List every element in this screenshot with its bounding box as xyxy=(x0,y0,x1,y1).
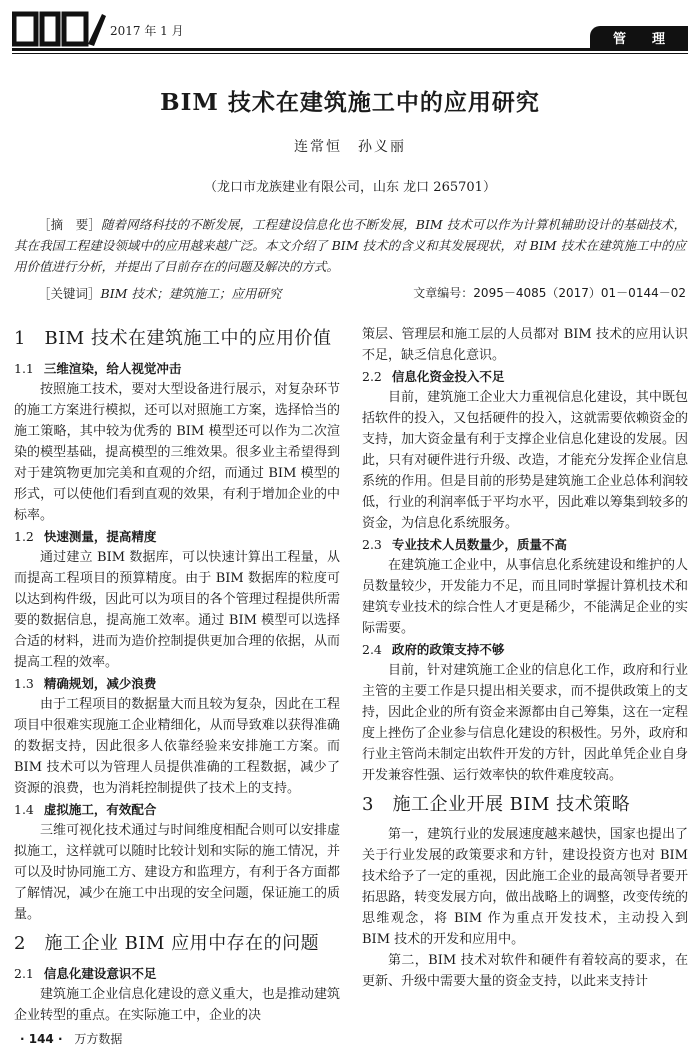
abstract-text: 随着网络科技的不断发展，工程建设信息化也不断发展，BIM 技术可以作为计算机辅助设计的基础技术，其在我国工程建设领域中的应用越来越广泛。本文介绍了 BIM 技术的含义和其发展现状，对 BIM 技术在建筑施工中的应用价值进行分析，并提出了目前存在的问题及解决的方式。 xyxy=(14,217,686,274)
page-footer xyxy=(20,1030,122,1047)
subsection-title: 虚拟施工，有效配合 xyxy=(43,802,157,817)
abstract-label: ［摘 要］ xyxy=(38,217,101,232)
section-char-2: 理 xyxy=(651,31,665,47)
publisher-mark: 万方数据 xyxy=(74,1032,123,1046)
subsection-2-2 xyxy=(362,366,688,387)
subsection-1-2 xyxy=(14,526,340,547)
left-column xyxy=(14,320,340,1026)
paragraph: 在建筑施工企业中，从事信息化系统建设和维护的人员数量较少，开发能力不足，而且同时掌握计算机技术和建筑专业技术的综合性人才更是稀少，不能满足企业的实际需要。 xyxy=(362,558,688,636)
abstract xyxy=(14,214,686,277)
keywords xyxy=(38,284,281,302)
paragraph: 目前，建筑施工企业大力重视信息化建设，其中既包括软件的投入，又包括硬件的投入，这就需要依赖资金的支持，加大资金量有利于支撑企业信息化建设的发展。因此，只有对硬件进行升级、改造，才能充分发挥企业信息系统的作用。但是目前的形势是建筑施工企业总体利润较低，行业的利润率低于平均水平，因此难以筹集到较多的资金，为信息化系统服务。 xyxy=(362,390,688,531)
section-3-title: 3 施工企业开展 BIM 技术策略 xyxy=(362,794,631,815)
subsection-number: 1.3 xyxy=(14,676,34,691)
section-char-1: 管 xyxy=(612,31,626,47)
issue-date: 2017 年 1 月 xyxy=(110,24,184,38)
paragraph: 按照施工技术，要对大型设备进行展示，对复杂环节的施工方案进行模拟，还可以对照施工方案，选择恰当的施工策略，其中较为优秀的 BIM 模型还可以作为二次渲染的模型基础，提高模型的三维效果。很多业主希望得到对于建筑物更加完美和直观的介绍，而通过 BIM 模型的形式，可以使他们看到直观的效果，有利于增加企业的中标率。 xyxy=(14,382,340,523)
page-header xyxy=(0,0,700,58)
header-rule xyxy=(12,48,688,51)
subsection-number: 2.1 xyxy=(14,966,34,981)
paragraph: 第二，BIM 技术对软件和硬件有着较高的要求，在更新、升级中需要大量的资金支持，以此来支持计 xyxy=(362,953,688,989)
keywords-text: BIM 技术；建筑施工；应用研究 xyxy=(100,286,282,301)
keywords-label: ［关键词］ xyxy=(38,286,101,301)
article-authors: 连常恒 孙义丽 xyxy=(294,139,406,155)
subsection-title: 政府的政策支持不够 xyxy=(391,642,505,657)
paragraph: 三维可视化技术通过与时间维度相配合则可以安排虚拟施工，这样就可以随时比较计划和实际的施工情况，并可以及时协同施工方、建设方和监理方，有利于各方面都了解情况，减少在施工中出现的安全问题，保证施工的质量。 xyxy=(14,823,340,922)
right-column xyxy=(362,324,688,992)
subsection-2-3 xyxy=(362,534,688,555)
subsection-title: 专业技术人员数量少，质量不高 xyxy=(391,537,567,552)
paragraph-continued: 策层、管理层和施工层的人员都对 BIM 技术的应用认识不足，缺乏信息化意识。 xyxy=(362,327,688,363)
subsection-2-4 xyxy=(362,639,688,660)
subsection-number: 2.4 xyxy=(362,642,382,657)
article-affiliation: （龙口市龙族建业有限公司，山东 龙口 265701） xyxy=(204,180,496,195)
page-number: · 144 · xyxy=(20,1032,63,1046)
article-number: 文章编号：2095－4085（2017）01－0144－02 xyxy=(413,286,686,300)
subsection-title: 精确规划，减少浪费 xyxy=(43,676,157,691)
subsection-number: 2.2 xyxy=(362,369,382,384)
subsection-title: 三维渲染，给人视觉冲击 xyxy=(43,361,182,376)
subsection-number: 1.2 xyxy=(14,529,34,544)
journal-logo xyxy=(12,8,107,52)
subsection-2-1 xyxy=(14,963,340,984)
subsection-1-1 xyxy=(14,358,340,379)
subsection-1-4 xyxy=(14,799,340,820)
subsection-title: 信息化资金投入不足 xyxy=(391,369,505,384)
subsection-number: 1.4 xyxy=(14,802,34,817)
paragraph: 第一，建筑行业的发展速度越来越快，国家也提出了关于行业发展的政策要求和方针，建设投资方也对 BIM 技术给予了一定的重视，因此施工企业的最高领导者要开拓思路，转变发展方向，做出战略上的调整，改变传统的思维观念，将 BIM 作为重点开发技术，主动投入到 BIM 技术的开发和应用中。 xyxy=(362,827,688,947)
paragraph: 由于工程项目的数据量大而且较为复杂，因此在工程项目中很难实现施工企业精细化，从而导致难以获得准确的数据支持，因此很多人依靠经验来安排施工方案。而 BIM 技术可以为管理人员提供准确的工程数据，减少了资源的浪费，也为消耗控制提供了技术上的支持。 xyxy=(14,697,340,796)
paragraph: 通过建立 BIM 数据库，可以快速计算出工程量，从而提高工程项目的预算精度。由于 BIM 数据库的粒度可以达到构件级，因此可以为项目的各个管理过程提供所需要的数据信息，提高施工效率。通过 BIM 模型可以选择合适的材料，进而为造价控制提供更加合理的依据，从而提高工程的效率。 xyxy=(14,550,340,670)
article-title: BIM 技术在建筑施工中的应用研究 xyxy=(160,89,540,116)
subsection-title: 信息化建设意识不足 xyxy=(43,966,157,981)
paragraph: 建筑施工企业信息化建设的意义重大，也是推动建筑企业转型的重点。在实际施工中，企业的决 xyxy=(14,987,340,1023)
section-tab xyxy=(590,26,688,48)
section-2-title: 2 施工企业 BIM 应用中存在的问题 xyxy=(14,933,320,954)
keywords-row xyxy=(38,284,686,302)
section-1-title: 1 BIM 技术在建筑施工中的应用价值 xyxy=(14,328,332,349)
subsection-number: 2.3 xyxy=(362,537,382,552)
paragraph: 目前，针对建筑施工企业的信息化工作，政府和行业主管的主要工作是只提出相关要求，而不提供政策上的支持，因此企业的所有资金来源都由自己筹集，这在一定程度上挫伤了企业参与信息化建设的积极性。另外，政府和行业主管尚未制定出软件开发的方针，因此单凭企业自身开发兼容性强、运行效率快的软件难度较高。 xyxy=(362,663,688,783)
header-rule-thin xyxy=(12,53,688,54)
subsection-number: 1.1 xyxy=(14,361,34,376)
subsection-1-3 xyxy=(14,673,340,694)
subsection-title: 快速测量，提高精度 xyxy=(43,529,157,544)
